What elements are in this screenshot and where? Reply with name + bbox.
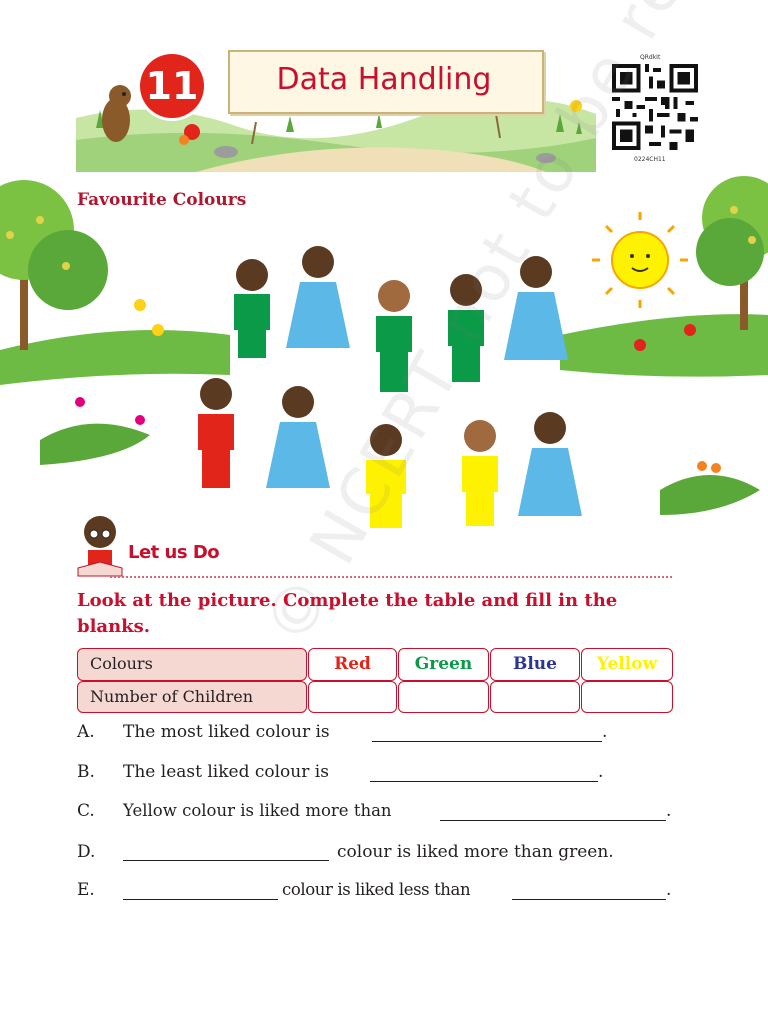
question-letter: E. [77, 880, 95, 900]
question-text: colour is liked less than [282, 880, 471, 899]
question-text: The least liked colour is [123, 762, 329, 782]
question-letter: D. [77, 842, 96, 862]
reading-child-icon [74, 510, 126, 582]
question-end: . [602, 722, 608, 742]
child-green-1 [234, 259, 270, 358]
qr-label: QRdkIt [640, 54, 661, 61]
answer-blank[interactable] [440, 820, 666, 821]
question-text: colour is liked more than green. [337, 842, 614, 862]
section-title: Favourite Colours [77, 190, 247, 210]
count-cell-red[interactable] [308, 681, 397, 713]
answer-blank[interactable] [372, 741, 602, 742]
count-cell-blue[interactable] [490, 681, 580, 713]
column-header-green: Green [398, 648, 489, 681]
question-text: The most liked colour is [123, 722, 330, 742]
column-header-red: Red [308, 648, 397, 681]
chapter-number-badge: 11 [140, 54, 204, 118]
tree-left-icon [0, 180, 108, 350]
child-yellow-2 [462, 420, 498, 526]
question-end: . [666, 801, 672, 821]
section-divider [110, 576, 672, 578]
question-letter: A. [77, 722, 95, 742]
question-text: Yellow colour is liked more than [123, 801, 392, 820]
count-cell-green[interactable] [398, 681, 489, 713]
table-row-header: Colours [77, 648, 307, 681]
child-red [198, 378, 234, 488]
answer-blank[interactable] [123, 899, 278, 900]
instruction-text: Look at the picture. Complete the table and fill in the blanks. [77, 590, 618, 637]
activity-label: Let us Do [128, 542, 220, 563]
qr-code-id: 0224CH11 [634, 156, 666, 163]
sun-icon [592, 212, 688, 308]
question-end: . [666, 880, 672, 900]
answer-blank[interactable] [512, 899, 666, 900]
chapter-title: Data Handling [276, 62, 492, 97]
question-letter: C. [77, 801, 95, 821]
child-blue-1 [286, 246, 350, 348]
answer-blank[interactable] [370, 781, 598, 782]
table-row-header: Number of Children [77, 681, 307, 713]
tree-right-icon [696, 176, 768, 330]
column-header-yellow: Yellow [581, 648, 673, 681]
column-header-blue: Blue [490, 648, 580, 681]
question-end: . [598, 762, 604, 782]
answer-blank[interactable] [123, 860, 329, 861]
count-cell-yellow[interactable] [581, 681, 673, 713]
question-letter: B. [77, 762, 95, 782]
